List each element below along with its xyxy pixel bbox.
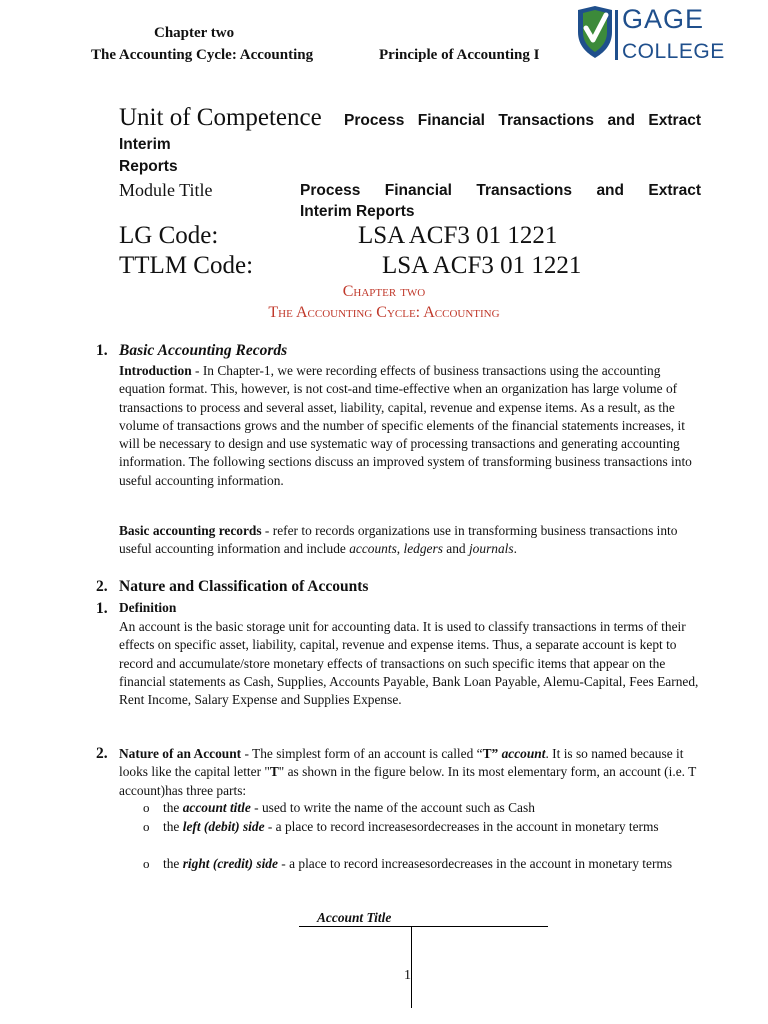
t-account-vertical-line	[411, 926, 412, 1008]
module-title-value	[300, 180, 701, 222]
bullet1-post: - used to write the name of the account such as Cash	[250, 800, 535, 815]
module-title-label: Module Title	[119, 180, 213, 200]
records-label: Basic accounting records	[119, 523, 262, 538]
unit-value-line3: Reports	[119, 158, 178, 175]
records-end: .	[513, 541, 517, 557]
chapter-heading-line2: The Accounting Cycle: Accounting	[268, 304, 500, 321]
section2-title: Nature and Classification of Accounts	[119, 578, 369, 595]
section1-records-paragraph	[119, 522, 699, 559]
bullet1-pre: the	[163, 800, 183, 815]
ttlm-code-value: LSA ACF3 01 1221	[382, 252, 582, 279]
unit-of-competence-label: Unit of Competence	[119, 104, 322, 131]
bullet-item	[163, 799, 703, 817]
logo-divider	[615, 10, 618, 60]
lg-code-label: LG Code:	[119, 222, 219, 249]
bullet1-em: account title	[182, 800, 251, 815]
section1-number: 1.	[96, 342, 108, 359]
bullet2-pre: the	[163, 819, 183, 834]
module-value-line2: Interim Reports	[300, 203, 415, 220]
bullet2-em: left (debit) side	[182, 819, 265, 834]
section2-number: 2.	[96, 578, 108, 595]
logo-text-gage: GAGE	[622, 4, 705, 34]
sub2-text-c: " as shown in the figure below. In its most elementary form, an account (i.e. T account)has three parts:	[119, 764, 697, 798]
records-sep2: and	[442, 541, 469, 557]
t-account-horizontal-line	[299, 926, 548, 927]
sub2-text-b: . It is so named because it looks like the capital letter "	[119, 746, 684, 780]
sub2-t: T”	[482, 746, 499, 761]
sub2-label: Nature of an Account	[119, 746, 242, 761]
bullet3-post: - a place to record increasesordecreases in the account in monetary terms	[277, 856, 673, 871]
unit-of-competence-value-line1: Process Financial Transactions and Extract	[344, 112, 701, 129]
bullet2-post: - a place to record increasesordecreases in the account in monetary terms	[264, 819, 659, 834]
records-sep1: ,	[396, 541, 404, 557]
lg-code-value: LSA ACF3 01 1221	[358, 222, 558, 249]
sub2-nature-paragraph	[119, 745, 699, 800]
intro-text: - In Chapter-1, we were recording effects of business transactions using the accounting equation format. This, however, is not cost-and time-effective when an organization has large volume of transactions to process and several asset, liability, capital, revenue and expense items. As a result, as the volume of transactions grows and the number of specific elements of the financial statements increases, it will be necessary to design and use systematic way of processing transactions and generating accounting information. The following sections discuss an improved system of transforming business transactions into useful accounting information.	[119, 363, 692, 488]
sub1-number: 1.	[96, 600, 108, 617]
bullet-marker: o	[143, 856, 150, 871]
section1-intro-paragraph	[119, 362, 699, 490]
intro-label: Introduction	[119, 363, 192, 378]
bullet-marker: o	[143, 800, 150, 815]
section1-title: Basic Accounting Records	[119, 342, 288, 359]
header-title-left: The Accounting Cycle: Accounting	[91, 47, 314, 63]
sub1-text: An account is the basic storage unit for accounting data. It is used to classify transactions in terms of their effects on specific asset, liability, capital, revenue and expense items. Thus, a separate account is kept to record and accumulate/store monetary effects of transactions on such specific items that appear on the financial statements as Cash, Supplies, Accounts Payable, Bank Loan Payable, Alemu-Capital, Fees Earned, Rent Income, Salary Expense and Supplies Expense.	[119, 619, 699, 708]
bullet3-pre: the	[163, 856, 183, 871]
sub2-text-a: - The simplest form of an account is called “	[241, 746, 483, 761]
t-account-title: Account Title	[317, 910, 392, 925]
sub2-t2: T	[269, 764, 279, 780]
sub1-definition-paragraph	[119, 618, 699, 709]
header-title-right: Principle of Accounting I	[379, 47, 540, 63]
chapter-heading-line1: Chapter two	[342, 283, 426, 300]
bullet3-em: right (credit) side	[182, 856, 278, 871]
unit-value-line2: Interim	[119, 136, 171, 153]
records-journals: journals	[468, 541, 514, 557]
bullet-marker: o	[143, 819, 150, 834]
page-number: 1	[404, 968, 411, 983]
ttlm-code-label: TTLM Code:	[119, 252, 254, 279]
records-text: - refer to records organizations use in transforming business transactions into useful accounting information and include	[119, 523, 678, 557]
module-value-line1: Process Financial Transactions and Extract	[300, 182, 701, 199]
sub1-title: Definition	[119, 600, 177, 615]
bullet-item	[163, 818, 703, 836]
sub2-account: account	[498, 746, 546, 761]
sub2-number: 2.	[96, 745, 108, 762]
records-accounts: accounts	[349, 541, 397, 557]
unit-of-competence-value-rest	[119, 134, 178, 178]
gage-college-logo-shield-icon	[576, 6, 614, 58]
header-chapter: Chapter two	[154, 25, 235, 41]
logo-text-college: COLLEGE	[622, 40, 725, 63]
records-ledgers: ledgers	[403, 541, 443, 557]
bullet-item	[163, 855, 703, 873]
